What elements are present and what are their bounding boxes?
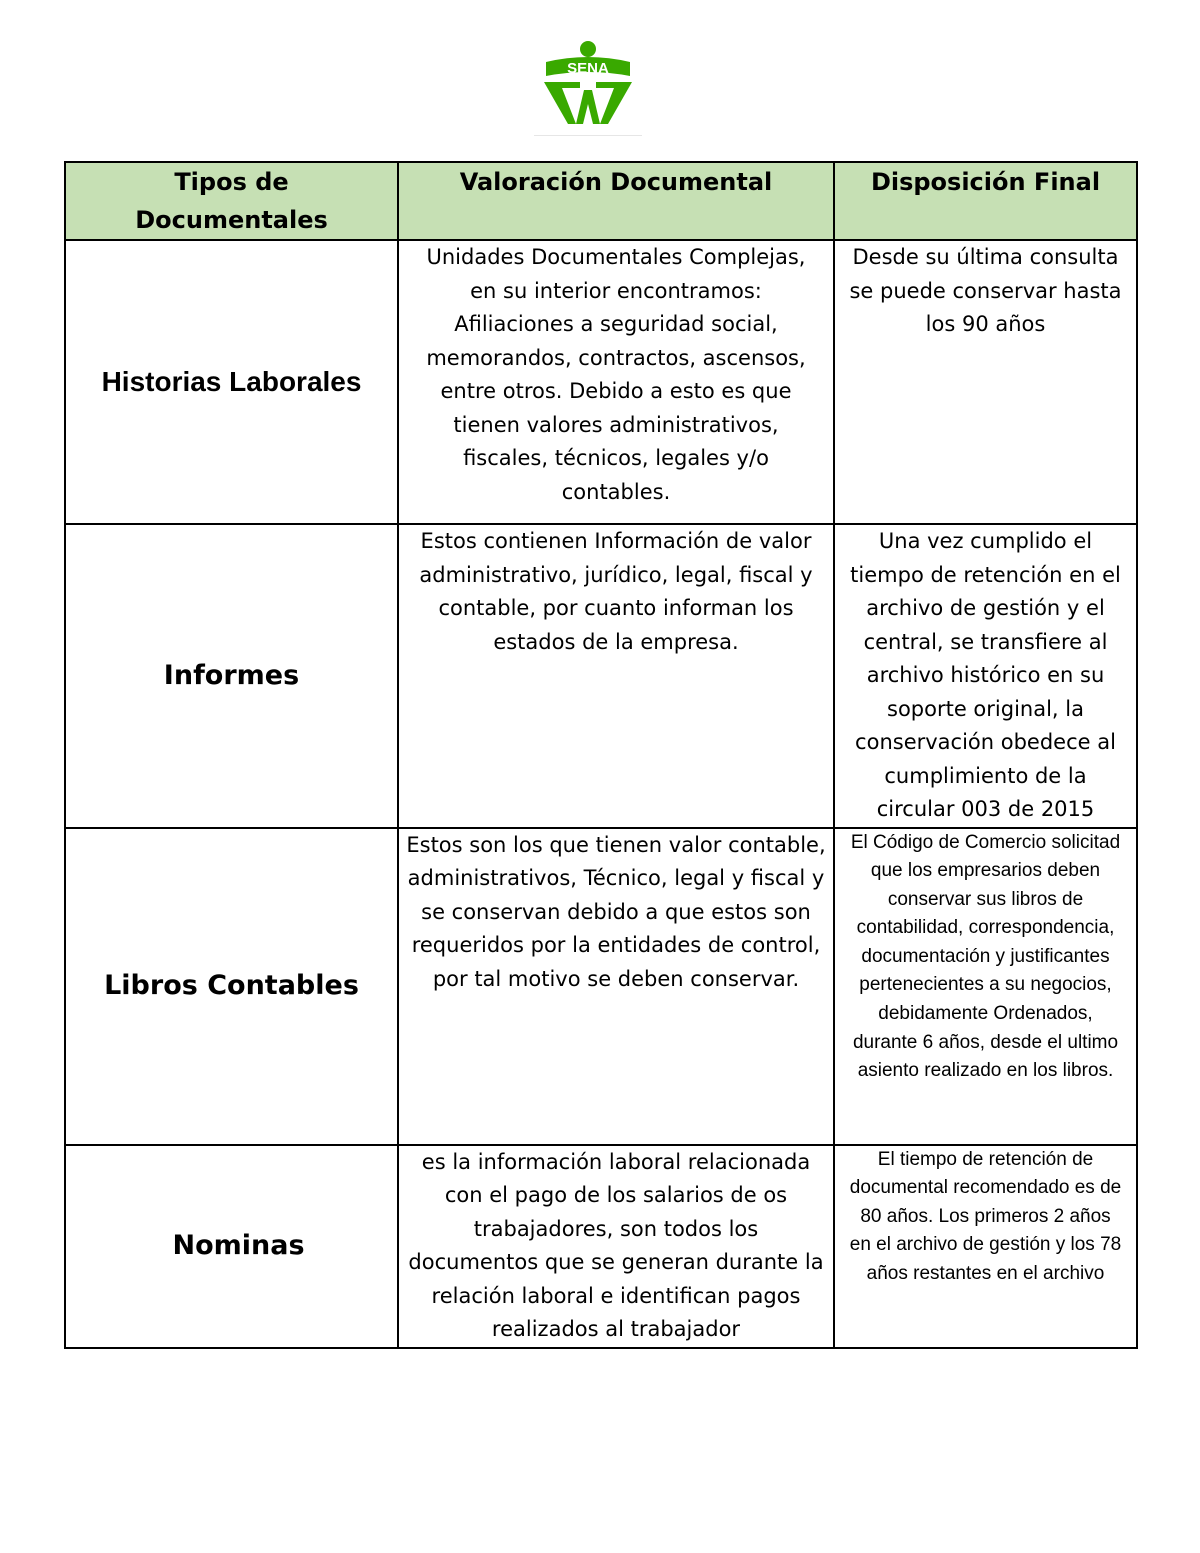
row-type: Libros Contables: [65, 828, 398, 1145]
table-row: [65, 1145, 1137, 1348]
row-disposicion: Una vez cumplido el tiempo de retención en el archivo de gestión y el central, se transfiere al archivo histórico en su soporte original, la conservación obedece al cumplimiento de la circular 003 de 2015: [834, 524, 1137, 828]
sena-logo: [540, 38, 636, 128]
row-disposicion: Desde su última consulta se puede conservar hasta los 90 años: [834, 240, 1137, 524]
header-disposicion: Disposición Final: [834, 162, 1137, 240]
row-valoracion: Estos contienen Información de valor administrativo, jurídico, legal, fiscal y contable, por cuanto informan los estados de la empresa.: [398, 524, 834, 828]
row-disposicion: El tiempo de retención de documental recomendado es de 80 años. Los primeros 2 años en el archivo de gestión y los 78 años restantes en el archivo: [834, 1145, 1137, 1348]
logo-text: SENA: [567, 60, 609, 77]
row-type: Nominas: [65, 1145, 398, 1348]
row-type: Informes: [65, 524, 398, 828]
logo-divider: [534, 135, 642, 136]
table-row: [65, 524, 1137, 828]
header-tipos: Tipos de Documentales: [65, 162, 398, 240]
table-row: [65, 240, 1137, 524]
row-valoracion: Estos son los que tienen valor contable, administrativos, Técnico, legal y fiscal y se conservan debido a que estos son requeridos por la entidades de control, por tal motivo se deben conservar.: [398, 828, 834, 1145]
row-type: Historias Laborales: [65, 240, 398, 524]
sena-logo-icon: [540, 38, 636, 128]
document-table: [64, 161, 1138, 1349]
row-disposicion: El Código de Comercio solicitad que los empresarios deben conservar sus libros de contabilidad, correspondencia, documentación y justificantes pertenecientes a su negocios, debidamente Ordenados, durante 6 años, desde el ultimo asiento realizado en los libros.: [834, 828, 1137, 1145]
row-valoracion: es la información laboral relacionada con el pago de los salarios de os trabajadores, son todos los documentos que se generan durante la relación laboral e identifican pagos realizados al trabajador: [398, 1145, 834, 1348]
table-row: [65, 828, 1137, 1145]
table-header-row: [65, 162, 1137, 240]
row-valoracion: Unidades Documentales Complejas, en su interior encontramos: Afiliaciones a seguridad social, memorandos, contractos, ascensos, entre otros. Debido a esto es que tienen valores administrativos, fiscales, técnicos, legales y/o contables.: [398, 240, 834, 524]
header-valoracion: Valoración Documental: [398, 162, 834, 240]
